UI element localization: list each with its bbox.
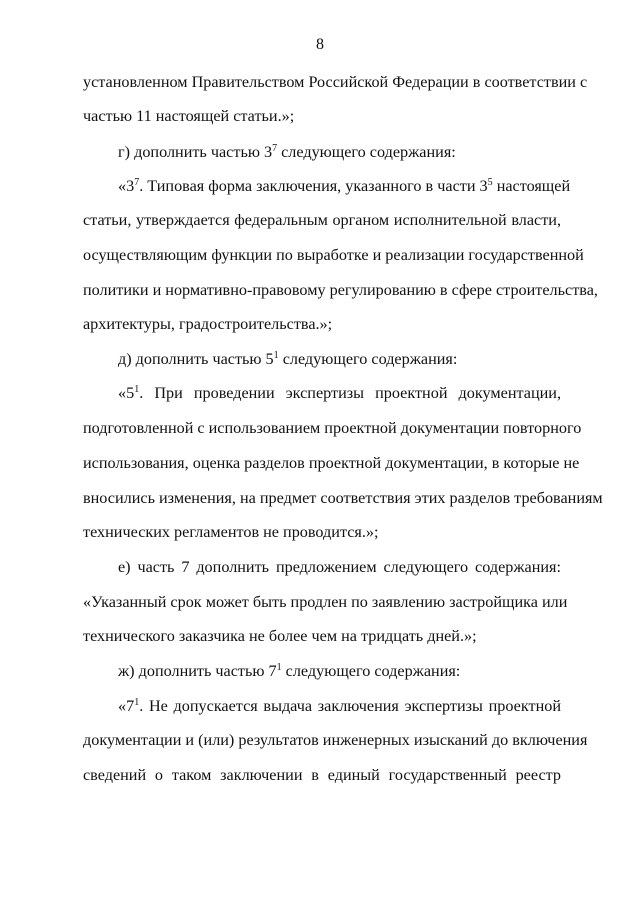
text-line-14: технических регламентов не проводится.»; <box>83 523 379 541</box>
text-segment: настоящей <box>492 177 571 195</box>
text-segment: «7 <box>118 697 135 715</box>
text-line-17: технического заказчика не более чем на тридцать дней.»; <box>83 627 477 645</box>
superscript: 5 <box>487 177 493 188</box>
text-line-12: использования, оценка разделов проектной документации, в которые не <box>83 454 580 472</box>
superscript: 1 <box>273 350 279 361</box>
text-line-19 <box>118 696 561 716</box>
text-segment: . Не допускается выдача заключения экспертизы проектной <box>139 697 561 715</box>
text-segment: . При проведении экспертизы проектной документации, <box>139 384 561 402</box>
superscript: 7 <box>272 143 278 154</box>
text-segment: д) дополнить частью 5 <box>118 350 274 368</box>
text-line-10 <box>118 383 561 403</box>
text-segment: следующего содержания: <box>277 143 456 161</box>
text-line-20: документации и (или) результатов инженерных изысканий до включения <box>83 731 588 749</box>
text-line-5: статьи, утверждается федеральным органом исполнительной власти, <box>83 211 561 229</box>
superscript: 1 <box>276 662 282 673</box>
text-line-8: архитектуры, градостроительства.»; <box>83 315 333 333</box>
text-line-16: «Указанный срок может быть продлен по заявлению застройщика или <box>83 593 568 611</box>
text-line-15: е) часть 7 дополнить предложением следующего содержания: <box>118 558 561 576</box>
text-line-18 <box>118 661 561 681</box>
text-line-1: установленном Правительством Российской Федерации в соответствии с <box>83 73 588 91</box>
text-line-21: сведений о таком заключении в единый государственный реестр <box>83 766 561 784</box>
text-line-9 <box>118 349 561 369</box>
text-segment: . Типовая форма заключения, указанного в части 3 <box>139 177 488 195</box>
text-segment: ж) дополнить частью 7 <box>118 662 277 680</box>
text-segment: «5 <box>118 384 135 402</box>
text-line-3 <box>118 142 561 162</box>
text-segment: следующего содержания: <box>281 662 461 680</box>
superscript: 1 <box>134 697 140 708</box>
text-segment: следующего содержания: <box>278 350 458 368</box>
superscript: 1 <box>134 384 140 395</box>
text-line-6: осуществляющим функции по выработке и реализации государственной <box>83 246 584 264</box>
page-number: 8 <box>316 36 324 53</box>
text-line-2: частью 11 настоящей статьи.»; <box>83 107 295 125</box>
text-line-4 <box>118 176 571 196</box>
text-line-11: подготовленной с использованием проектной документации повторного <box>83 419 582 437</box>
text-line-7: политики и нормативно-правовому регулированию в сфере строительства, <box>83 281 598 299</box>
superscript: 7 <box>134 177 140 188</box>
text-line-13: вносились изменения, на предмет соответствия этих разделов требованиям <box>83 489 603 507</box>
text-segment: «3 <box>118 177 135 195</box>
text-segment: г) дополнить частью 3 <box>118 143 273 161</box>
